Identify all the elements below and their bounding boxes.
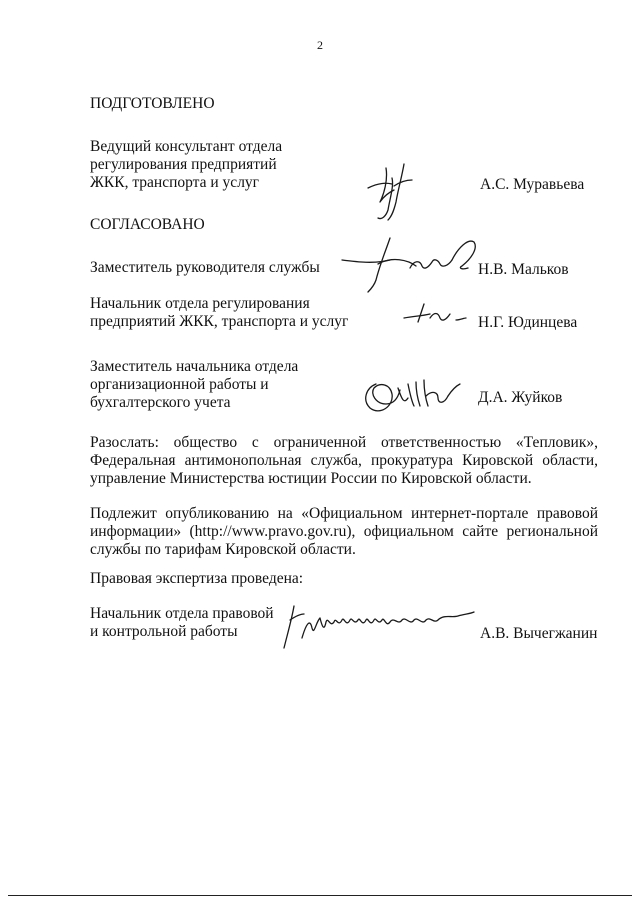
signature-vychegzhanin: [278, 598, 478, 654]
position-line: бухгалтерского учета: [90, 394, 231, 411]
signature-zhuykov: [358, 370, 464, 422]
signatory-position: [90, 259, 320, 277]
signatory-position: [90, 295, 348, 331]
position-line: предприятий ЖКК, транспорта и услуг: [90, 313, 349, 330]
publication-paragraph: [90, 505, 598, 559]
legal-review-statement: Правовая экспертиза проведена:: [90, 570, 304, 587]
signatory-name: Д.А. Жуйков: [478, 389, 563, 406]
position-line: ЖКК, транспорта и услуг: [90, 174, 260, 191]
position-line: регулирования предприятий: [90, 156, 277, 173]
distribution-paragraph: [90, 434, 598, 488]
signatory-name: Н.В. Мальков: [478, 261, 569, 278]
signature-yudintseva: [400, 296, 470, 330]
position-line: Начальник отдела правовой: [90, 605, 274, 622]
signature-muravyeva: [358, 158, 428, 224]
signatory-name: А.С. Муравьева: [480, 176, 585, 193]
position-line: Начальник отдела регулирования: [90, 295, 310, 312]
signatory-name: Н.Г. Юдинцева: [478, 314, 578, 331]
position-line: и контрольной работы: [90, 623, 238, 640]
position-line: Заместитель начальника отдела: [90, 358, 299, 375]
signatory-name: А.В. Вычегжанин: [480, 625, 598, 642]
bottom-rule: [8, 895, 632, 896]
legal-review-position: [90, 605, 274, 641]
prepared-position: [90, 138, 282, 192]
signatory-position: [90, 358, 298, 412]
signature-malkov: [338, 230, 488, 296]
position-line: Ведущий консультант отдела: [90, 138, 283, 155]
distribution-text: Разослать: общество с ограниченной ответственностью «Тепловик», Федеральная антимонопольная служба, прокуратура Кировской области, управление Министерства юстиции России по Кировской области.: [90, 434, 598, 487]
position-line: Заместитель руководителя службы: [90, 259, 320, 276]
publication-text: Подлежит опубликованию на «Официальном интернет-портале правовой информации» (http://www.pravo.gov.ru), официальном сайте региональной службы по тарифам Кировской области.: [90, 505, 598, 558]
prepared-heading: ПОДГОТОВЛЕНО: [90, 95, 215, 112]
position-line: организационной работы и: [90, 376, 269, 393]
agreed-heading: СОГЛАСОВАНО: [90, 216, 205, 233]
page-number: 2: [317, 38, 323, 52]
